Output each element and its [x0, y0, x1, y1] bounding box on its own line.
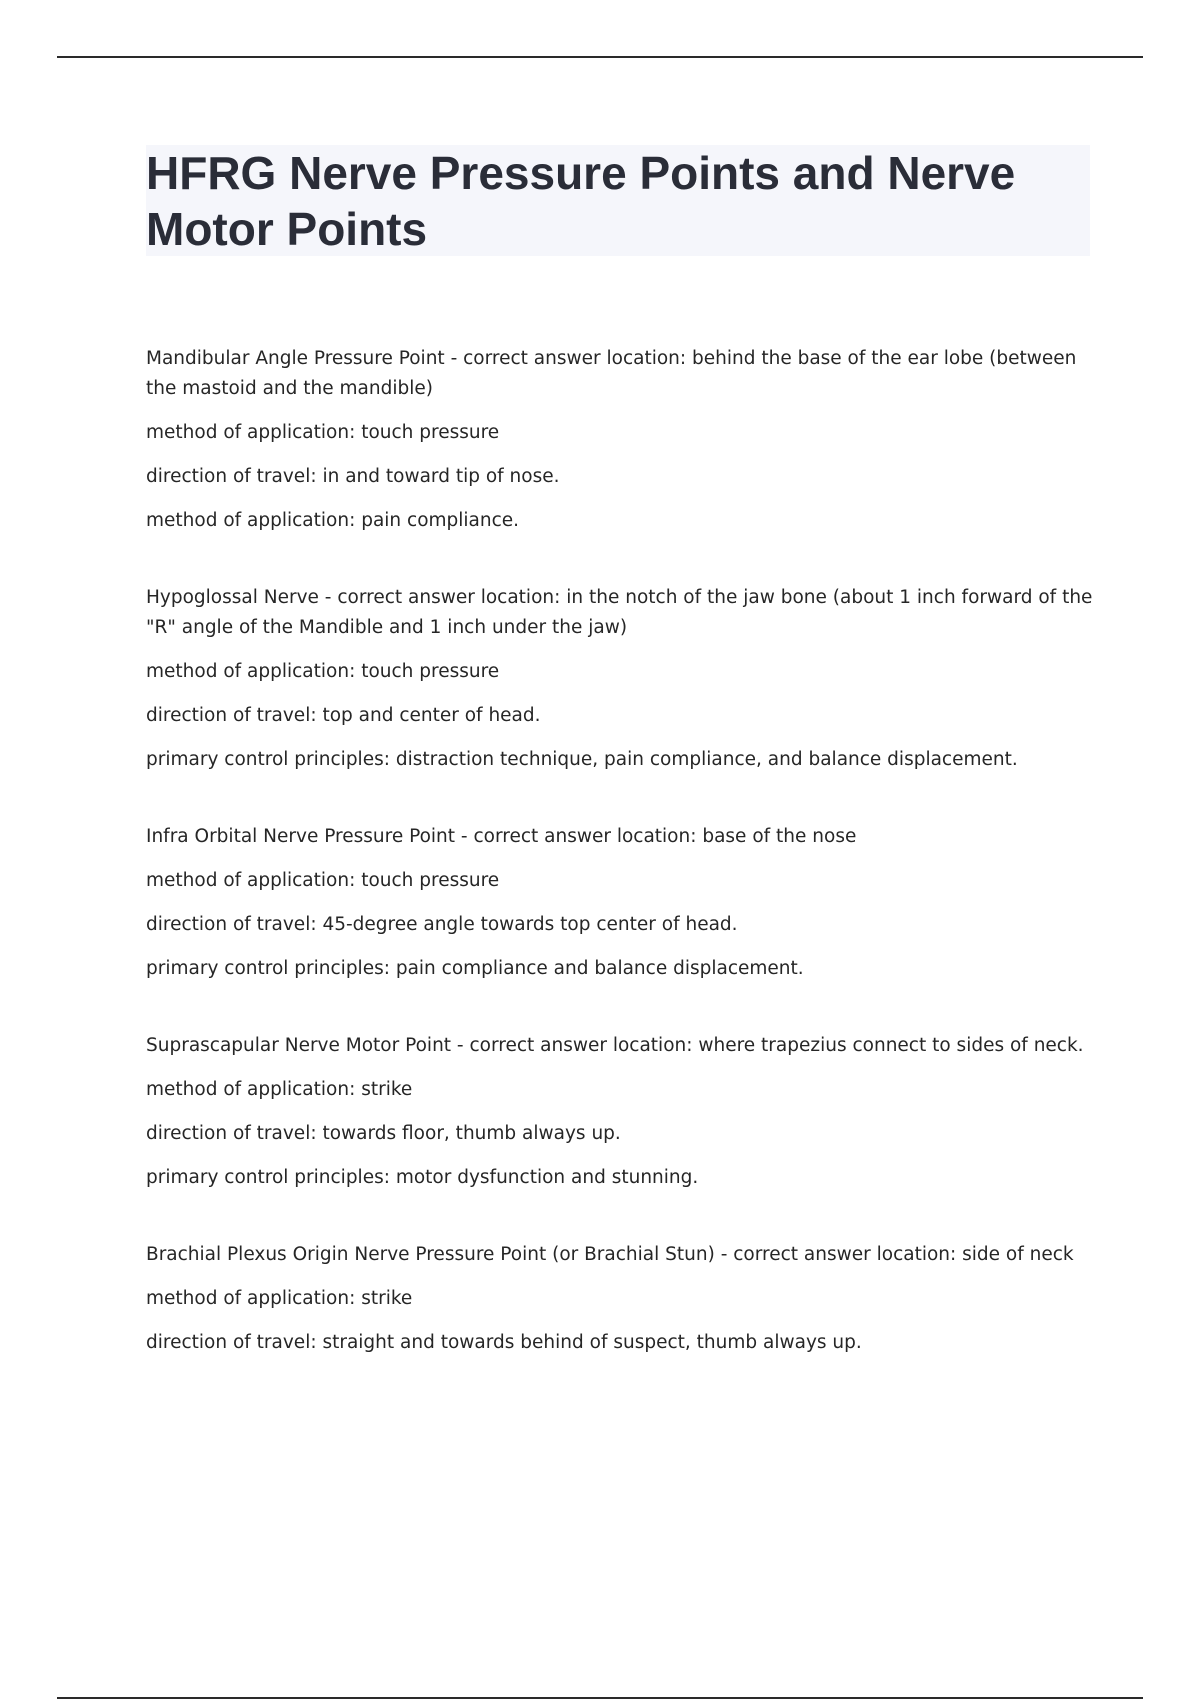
entry-suprascapular [146, 1031, 1096, 1193]
entry-term: Mandibular Angle Pressure Point [146, 348, 445, 369]
entry-answer: correct answer location: side of neck [733, 1244, 1074, 1265]
entry-separator: - [444, 348, 464, 369]
page-title: HFRG Nerve Pressure Points and Nerve Motor Points [146, 147, 1016, 255]
entry-separator: - [318, 587, 338, 608]
entry-line: method of application: touch pressure [146, 870, 500, 891]
entry-term: Brachial Plexus Origin Nerve Pressure Point (or Brachial Stun) [146, 1244, 715, 1265]
entry-term: Suprascapular Nerve Motor Point [146, 1035, 452, 1056]
entry-infra-orbital [146, 822, 1096, 984]
entry-line: primary control principles: motor dysfunction and stunning. [146, 1167, 699, 1188]
entry-term: Infra Orbital Nerve Pressure Point [146, 826, 456, 847]
entry-first-line [146, 1240, 1096, 1270]
entry-term: Hypoglossal Nerve [146, 587, 319, 608]
top-divider [57, 56, 1143, 58]
entry-separator: - [451, 1035, 470, 1056]
entry-line: direction of travel: 45-degree angle towards top center of head. [146, 914, 738, 935]
entry-line: direction of travel: in and toward tip of nose. [146, 466, 560, 487]
entry-first-line [146, 583, 1096, 643]
entry-mandibular-angle [146, 344, 1096, 536]
entry-hypoglossal-nerve [146, 583, 1096, 775]
title-block [146, 145, 1090, 256]
entry-line: direction of travel: top and center of head. [146, 705, 541, 726]
entry-line: primary control principles: pain compliance and balance displacement. [146, 958, 804, 979]
entry-line: direction of travel: towards floor, thumb always up. [146, 1123, 621, 1144]
entry-line: method of application: touch pressure [146, 422, 500, 443]
entry-line: method of application: touch pressure [146, 661, 500, 682]
entry-answer: correct answer location: behind the base of the ear lobe (between the mastoid and the mandible) [146, 348, 1077, 399]
document-body [146, 344, 1096, 1405]
entry-brachial-plexus [146, 1240, 1096, 1358]
entry-answer: correct answer location: in the notch of the jaw bone (about 1 inch forward of the "R" angle of the Mandible and 1 inch under the jaw) [146, 587, 1093, 638]
entry-line: method of application: strike [146, 1079, 413, 1100]
entry-line: method of application: pain compliance. [146, 510, 520, 531]
entry-line: primary control principles: distraction technique, pain compliance, and balance displacement. [146, 749, 1018, 770]
entry-first-line [146, 1031, 1096, 1061]
entry-separator: - [455, 826, 474, 847]
entry-first-line [146, 822, 1096, 852]
entry-answer: correct answer location: where trapezius connect to sides of neck. [469, 1035, 1084, 1056]
entry-separator: - [714, 1244, 734, 1265]
entry-line: method of application: strike [146, 1288, 413, 1309]
entry-first-line [146, 344, 1096, 404]
bottom-divider [57, 1697, 1143, 1699]
entry-answer: correct answer location: base of the nose [473, 826, 857, 847]
entry-line: direction of travel: straight and towards behind of suspect, thumb always up. [146, 1332, 862, 1353]
